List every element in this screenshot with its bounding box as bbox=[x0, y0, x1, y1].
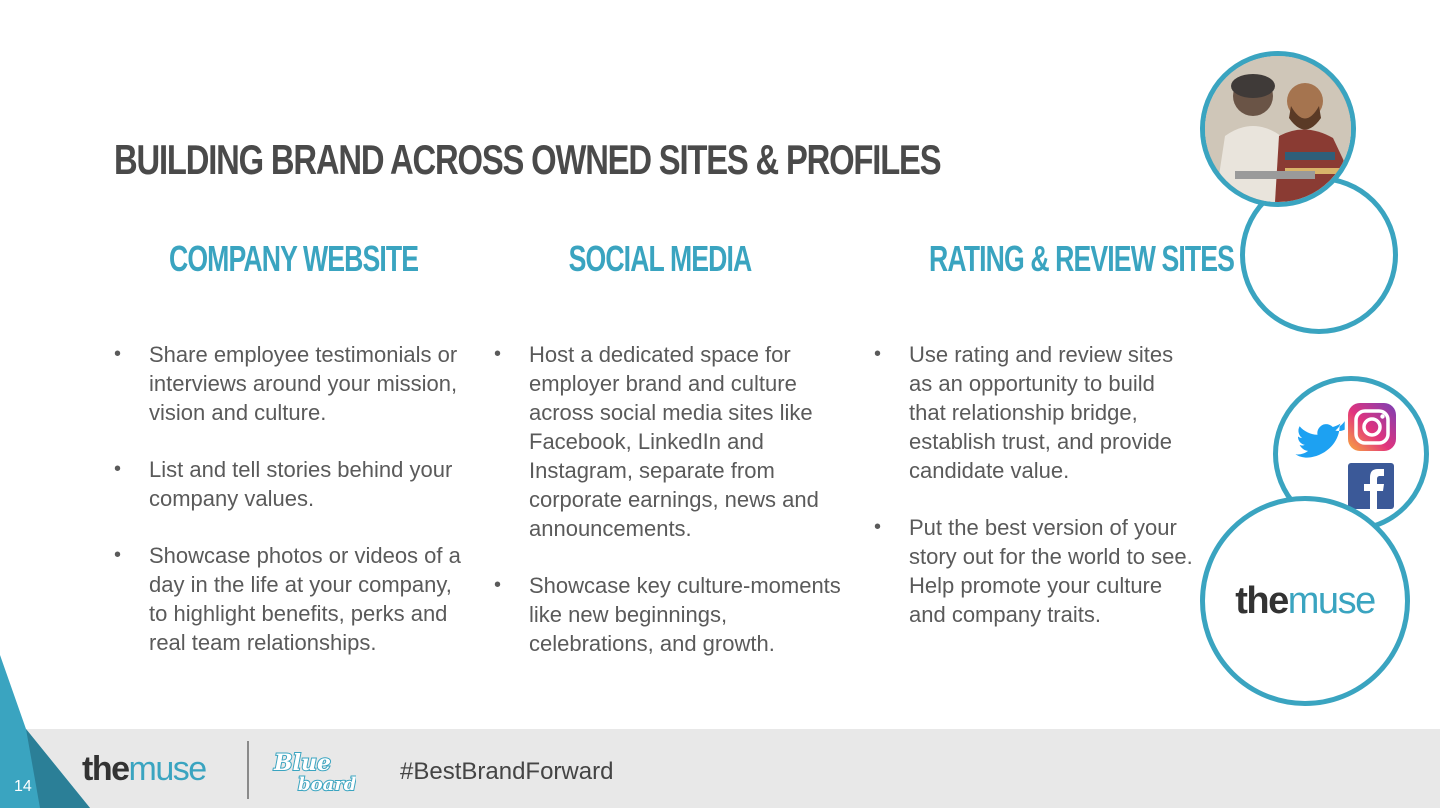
bullet-item: • Showcase photos or videos of a day in the life at your company, to highlight benefits, perks and real team relationships. bbox=[114, 541, 464, 657]
bullet-item: • List and tell stories behind your company values. bbox=[114, 455, 464, 513]
themuse-logo-circle bbox=[1200, 496, 1410, 706]
company-website-list bbox=[114, 340, 464, 685]
twitter-icon bbox=[1295, 421, 1344, 458]
bullet-item: • Share employee testimonials or interviews around your mission, vision and culture. bbox=[114, 340, 464, 427]
team-photo-illustration bbox=[1205, 56, 1351, 202]
footer-bar bbox=[0, 729, 1440, 808]
page-number: 14 bbox=[14, 778, 32, 795]
footer-themuse-logo: themuse bbox=[82, 750, 206, 788]
blueboard-logo bbox=[264, 748, 356, 796]
team-photo-circle bbox=[1200, 51, 1356, 207]
heading-social-media: SOCIAL MEDIA bbox=[568, 238, 752, 279]
facebook-icon bbox=[1348, 463, 1394, 509]
heading-rating-review-sites: RATING & REVIEW SITES bbox=[929, 238, 1235, 279]
svg-text:board: board bbox=[298, 774, 356, 795]
slide-title: BUILDING BRAND ACROSS OWNED SITES & PROFILES bbox=[114, 136, 941, 183]
heading-company-website: COMPANY WEBSITE bbox=[169, 238, 419, 279]
hashtag: #BestBrandForward bbox=[400, 758, 614, 785]
bullet-item: • Host a dedicated space for employer brand and culture across social media sites like Facebook, LinkedIn and Instagram, separate from corporate earnings, news and announcements. bbox=[494, 340, 844, 543]
rating-review-list bbox=[874, 340, 1194, 657]
themuse-logo: themuse bbox=[1235, 579, 1375, 622]
social-media-list bbox=[494, 340, 844, 686]
instagram-icon bbox=[1348, 403, 1396, 451]
bullet-item: • Use rating and review sites as an opportunity to build that relationship bridge, establish trust, and provide candidate value. bbox=[874, 340, 1194, 485]
team-photo bbox=[1205, 56, 1351, 202]
bullet-item: • Put the best version of your story out for the world to see. Help promote your culture and company traits. bbox=[874, 513, 1194, 629]
footer-divider bbox=[247, 741, 249, 799]
svg-text:Blue: Blue bbox=[274, 750, 331, 776]
bullet-item: • Showcase key culture-moments like new beginnings, celebrations, and growth. bbox=[494, 571, 844, 658]
